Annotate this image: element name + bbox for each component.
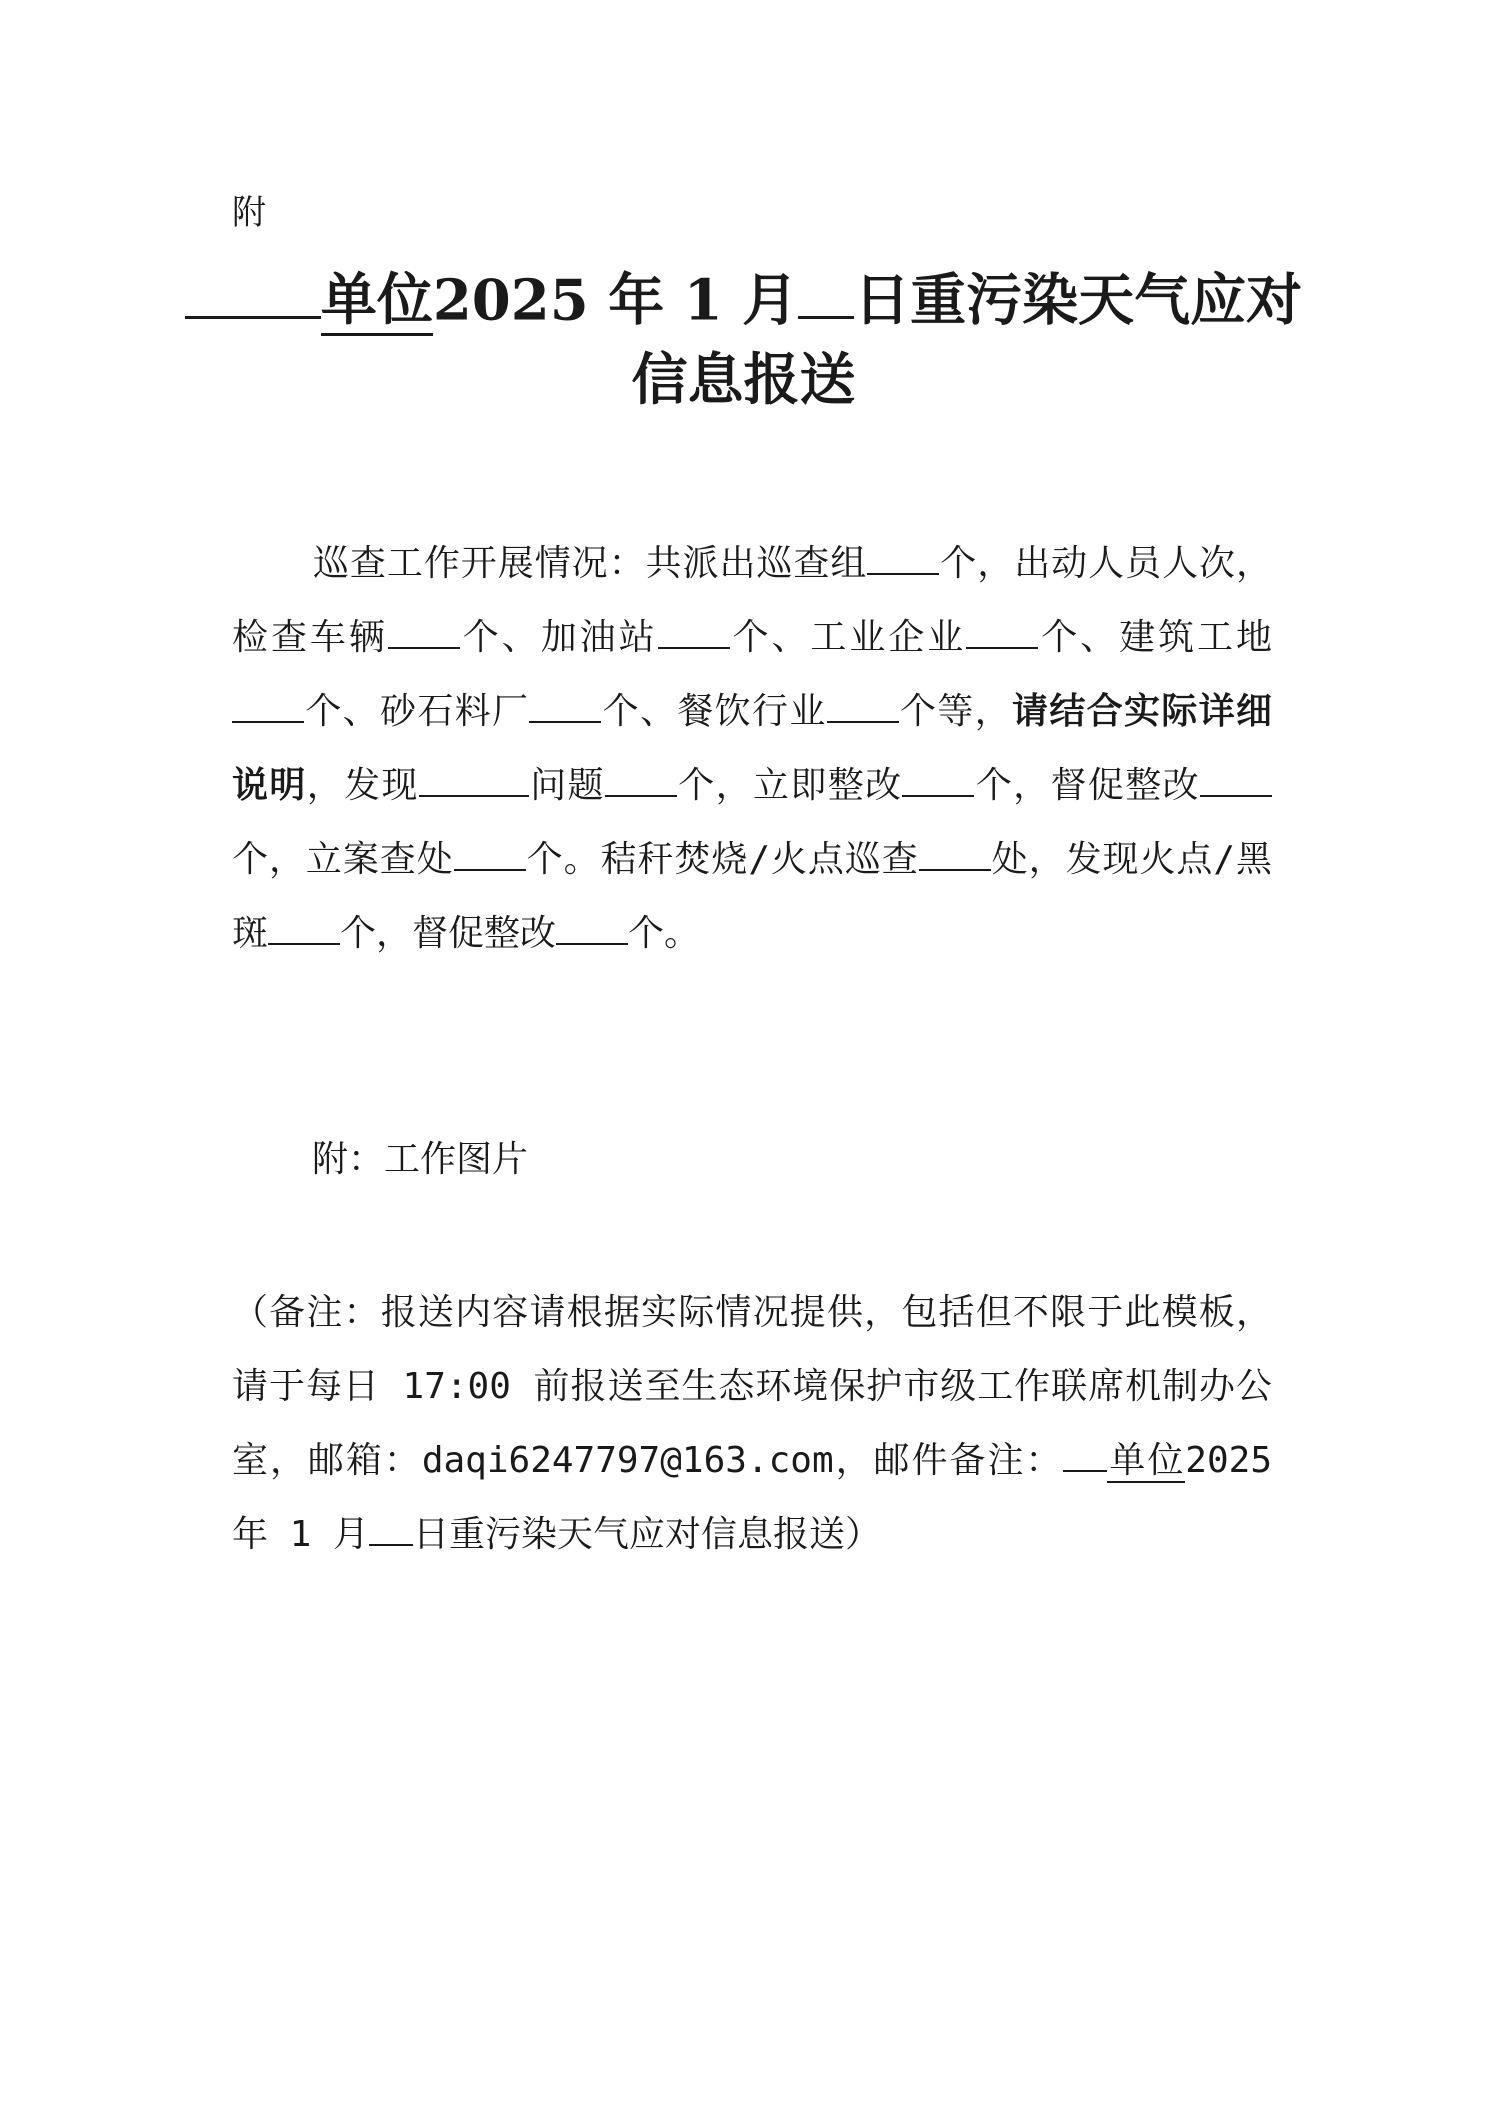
text-seg: ，发现 [306, 765, 419, 806]
fill-blank [388, 615, 460, 649]
fill-blank [605, 763, 677, 797]
remarks-paragraph [232, 1276, 1272, 1572]
title-line-2: 信息报送 [631, 347, 856, 413]
patrol-paragraph [232, 527, 1272, 971]
text-seg: 日重污染天气应对信息报送） [413, 1514, 882, 1555]
text-seg: 巡查工作开展情况：共派出巡查组 [312, 543, 868, 584]
text-seg: 个，立案查处 [232, 839, 454, 880]
fill-blank [419, 763, 529, 797]
fill-blank [529, 689, 601, 723]
bold-instruction: 请结合实际详细说明 [232, 691, 1272, 806]
fill-blank [919, 837, 991, 871]
text-seg: 个、餐饮行业 [601, 691, 827, 732]
text-seg: 处，发现火点/黑斑 [232, 839, 1272, 954]
day-blank [798, 266, 854, 319]
attachment-photos-line: 附：工作图片 [312, 1139, 529, 1180]
attachment-mark: 附 [232, 193, 266, 233]
text-seg: 个，出动人员 [939, 543, 1163, 584]
fill-blank [966, 615, 1038, 649]
title-subject: 日重污染天气应对 [854, 267, 1303, 334]
text-seg: 人次，检查车辆 [232, 543, 1272, 658]
unit-blank [185, 266, 321, 319]
fill-blank [454, 837, 526, 871]
text-seg: 问题 [528, 765, 605, 806]
text-seg: 个、加油站 [459, 617, 658, 658]
text-seg: 个、建筑工地 [1038, 617, 1272, 658]
fill-blank [867, 541, 939, 575]
text-seg: 个、工业企业 [729, 617, 967, 658]
fill-blank [556, 911, 628, 945]
fill-blank [1200, 763, 1272, 797]
title-line-1 [150, 266, 1337, 334]
text-seg: 个，立即整改 [676, 765, 903, 806]
text-seg: 个。秸秆焚烧/火点巡查 [525, 839, 919, 880]
title-unit: 单位 [321, 267, 433, 336]
fill-blank [902, 763, 974, 797]
fill-blank [232, 689, 304, 723]
fill-blank [658, 615, 730, 649]
text-seg: 个，督促整改 [974, 765, 1200, 806]
fill-blank [827, 689, 899, 723]
text-seg: 2025 年 1 月 [232, 1440, 1272, 1555]
fill-blank [268, 911, 340, 945]
text-seg: 个，督促整改 [340, 913, 557, 954]
fill-blank [369, 1512, 413, 1546]
fill-blank [1063, 1438, 1107, 1472]
note-unit: 单位 [1107, 1440, 1186, 1481]
text-seg: 个、砂石料厂 [304, 691, 530, 732]
title-date: 2025 年 1 月 [432, 267, 799, 334]
text-seg: （备注：报送内容请根据实际情况提供，包括但不限于此模板，请于每日 17:00 前报送至生态环境保护市级工作联席机制办公室，邮箱：daqi6247797@163.com，邮件备注： [232, 1292, 1272, 1481]
text-seg: 个等， [898, 691, 1012, 732]
text-seg: 个。 [628, 913, 701, 954]
